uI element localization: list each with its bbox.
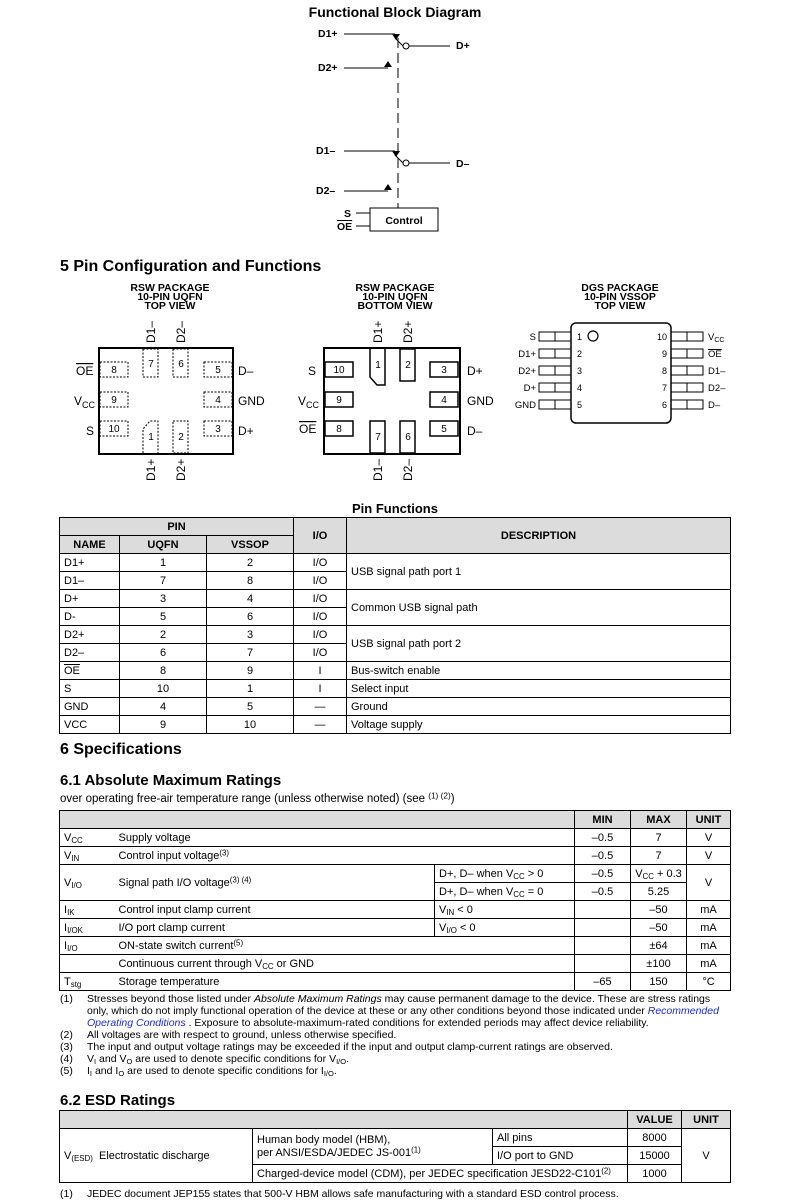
- pkg2-label-d2minus: D2–: [401, 458, 415, 481]
- cell-name: D2–: [60, 644, 120, 662]
- cell-unit: V: [687, 829, 731, 847]
- label-d1plus: D1+: [318, 28, 338, 40]
- cell-max: ±64: [631, 937, 687, 955]
- pkg2-pin-num: 2: [405, 360, 411, 371]
- th-pin: PIN: [60, 518, 294, 536]
- pkg1-pin-num: 6: [178, 359, 184, 370]
- cell-uqfn: 4: [120, 698, 207, 716]
- cell-description: Voltage supply: [347, 716, 731, 734]
- pkg1-body: [99, 348, 233, 454]
- cell-vssop: 6: [207, 608, 294, 626]
- pkg3-pin-num: 4: [577, 383, 583, 393]
- pkg1-label-d2plus: D2+: [174, 458, 188, 481]
- pkg3-label-oe: OE: [708, 349, 722, 360]
- note: (2) All voltages are with respect to ground, unless otherwise specified.: [60, 1029, 397, 1041]
- cell-uqfn: 6: [120, 644, 207, 662]
- table-row: [60, 847, 731, 865]
- pkg3-label: D1–: [708, 366, 726, 377]
- note: (5) $I_I$ and $I_O$ are used to denote specific conditions for $I_{I/O}$.: [60, 1065, 337, 1078]
- th-uqfn: UQFN: [120, 536, 207, 554]
- table-row: [60, 955, 731, 973]
- table-row: [60, 919, 731, 937]
- label-dplus: D+: [456, 40, 470, 52]
- pkg3-pin-num: 5: [577, 400, 583, 410]
- cell-min: –0.5: [575, 883, 631, 901]
- cell-value: 1000: [628, 1165, 682, 1183]
- cell-param: Control input voltage$^{(3)}$: [115, 847, 575, 865]
- pkg1-pin-num: 2: [178, 432, 184, 443]
- pkg2-pin-num: 6: [405, 432, 411, 443]
- table-row: [60, 829, 731, 847]
- abs-max-subtitle-text: over operating free-air temperature range (unless otherwise noted) (see: [60, 793, 429, 805]
- label-d2minus: D2–: [316, 185, 336, 197]
- cell-param: Supply voltage: [115, 829, 575, 847]
- pkg2-label-d1plus: D1+: [371, 320, 385, 343]
- abs-max-heading: 6.1 Absolute Maximum Ratings: [60, 772, 282, 789]
- pkg2-pin-num: 1: [375, 360, 381, 371]
- pkg1-label-d1plus: D1+: [144, 458, 158, 481]
- pkg2-pin-num: 3: [441, 365, 447, 376]
- cell-value: 8000: [628, 1129, 682, 1147]
- cell-vssop: 5: [207, 698, 294, 716]
- switch-contact-d2plus: [384, 61, 392, 67]
- th-description: DESCRIPTION: [347, 518, 731, 554]
- pkg3-label: D2–: [708, 383, 726, 394]
- cell-min: [575, 919, 631, 937]
- pkg2-label-dminus: D–: [467, 424, 483, 438]
- cell-min: –65: [575, 973, 631, 991]
- pkg3-label: D+: [523, 383, 536, 394]
- pkg1-uqfn-top-view: [66, 315, 276, 485]
- cell-uqfn: 5: [120, 608, 207, 626]
- table-row: [60, 680, 731, 698]
- cell-condition: All pins: [493, 1129, 628, 1147]
- cell-param: Control input clamp current: [115, 901, 435, 919]
- cell-io: I: [294, 662, 347, 680]
- cell-condition: I/O port to GND: [493, 1147, 628, 1165]
- pkg1-label-vcc: $V_{CC}$: [74, 394, 96, 410]
- cell-vssop: 1: [207, 680, 294, 698]
- pkg3-right-leads: [671, 332, 703, 409]
- cell-description: Bus-switch enable: [347, 662, 731, 680]
- cell-unit: mA: [687, 937, 731, 955]
- pkg3-label: D1+: [518, 349, 536, 360]
- cell-symbol: $V_{CC}$: [60, 829, 115, 847]
- pkg2-pin-num: 10: [333, 365, 345, 376]
- cell-symbol: $V_{IN}$: [60, 847, 115, 865]
- pkg1-title-line3: TOP VIEW: [144, 300, 196, 312]
- cell-uqfn: 9: [120, 716, 207, 734]
- cell-uqfn: 1: [120, 554, 207, 572]
- cell-io: I: [294, 680, 347, 698]
- esd-heading: 6.2 ESD Ratings: [60, 1092, 176, 1109]
- note: (1) Stresses beyond those listed under Absolute Maximum Ratings may cause permanent damage to the device. These are stress ratings only, which do not imply functional operation of the device at these or any other conditions beyond those indicated under Recommended Operating Conditions . Exposure to absolute-maximum-rated conditions for extended periods may affect device reliability.: [60, 993, 719, 1029]
- esd-table: [59, 1110, 731, 1183]
- cell-condition: D+, D– when $V_{CC} > 0$: [435, 865, 575, 883]
- pkg2-pin-num: 4: [441, 395, 447, 406]
- note: (4) $V_I$ and $V_O$ are used to denote specific conditions for $V_{I/O}$.: [60, 1053, 350, 1066]
- cell-symbol: $V_{I/O}$: [60, 865, 115, 901]
- table-row: [60, 626, 731, 644]
- cell-condition: $V_{IN} < 0$: [435, 901, 575, 919]
- switch-contact-d1minus: [392, 151, 400, 157]
- cell-io: I/O: [294, 572, 347, 590]
- pkg3-pin-num: 2: [577, 349, 583, 359]
- pkg3-pin-num: 7: [661, 383, 667, 393]
- pkg3-label-vcc: $V_{CC}$: [708, 332, 725, 344]
- pkg2-pin-num: 9: [336, 395, 342, 406]
- control-label: Control: [385, 215, 423, 227]
- cell-min: –0.5: [575, 865, 631, 883]
- th-name: NAME: [60, 536, 120, 554]
- cell-io: —: [294, 698, 347, 716]
- cell-param: I/O port clamp current: [115, 919, 435, 937]
- cell-io: I/O: [294, 626, 347, 644]
- pkg3-pin-num: 10: [656, 332, 667, 342]
- switch-node-bottom: [403, 160, 409, 166]
- abs-max-subtitle-refs: (1) (2): [428, 791, 451, 801]
- cell-unit: mA: [687, 955, 731, 973]
- switch-contact-d2minus: [384, 184, 392, 190]
- cell-condition: $V_{I/O} < 0$: [435, 919, 575, 937]
- cell-condition: D+, D– when $V_{CC} = 0$: [435, 883, 575, 901]
- pkg2-body: [324, 348, 460, 454]
- pkg2-pin-num: 5: [441, 424, 447, 435]
- cell-min: [575, 901, 631, 919]
- th-unit: UNIT: [687, 811, 731, 829]
- pkg3-title: [550, 284, 690, 311]
- pkg3-pin-num: 1: [577, 332, 583, 342]
- pkg3-label: D2+: [518, 366, 536, 377]
- pkg1-label-dminus: D–: [238, 364, 254, 378]
- pkg3-title-line3: TOP VIEW: [594, 300, 646, 312]
- th-value: VALUE: [628, 1111, 682, 1129]
- cell-name: VCC: [60, 716, 120, 734]
- cell-value: 15000: [628, 1147, 682, 1165]
- pkg1-pin-num: 8: [111, 365, 117, 376]
- label-d2plus: D2+: [318, 62, 338, 74]
- cell-name: D-: [60, 608, 120, 626]
- pkg1-pin-num: 4: [215, 395, 221, 406]
- cell-symbol: [60, 955, 115, 973]
- th-blank: [60, 811, 575, 829]
- switch-node-top: [403, 43, 409, 49]
- block-diagram-title: Functional Block Diagram: [308, 4, 482, 20]
- label-d1minus: D1–: [316, 145, 336, 157]
- cell-symbol: $T_{stg}$: [60, 973, 115, 991]
- section5-heading: 5 Pin Configuration and Functions: [60, 258, 322, 275]
- pkg3-pin-num: 8: [661, 366, 667, 376]
- cell-uqfn: 3: [120, 590, 207, 608]
- pkg1-label-d1minus: D1–: [144, 320, 158, 343]
- cell-unit: mA: [687, 919, 731, 937]
- th-unit: UNIT: [682, 1111, 731, 1129]
- cell-max: 150: [631, 973, 687, 991]
- cell-io: —: [294, 716, 347, 734]
- note: (1) JEDEC document JEP155 states that 500-V HBM allows safe manufacturing with a standard ESD control process.: [60, 1188, 619, 1200]
- cell-name: S: [60, 680, 120, 698]
- cell-max: –50: [631, 919, 687, 937]
- label-s: S: [344, 208, 352, 220]
- cell-uqfn: 7: [120, 572, 207, 590]
- pkg1-pin-num: 1: [148, 432, 154, 443]
- pkg1-pin-num: 10: [108, 424, 120, 435]
- pkg1-pin-num: 5: [215, 365, 221, 376]
- cell-uqfn: 2: [120, 626, 207, 644]
- cell-io: I/O: [294, 554, 347, 572]
- cell-vssop: 9: [207, 662, 294, 680]
- cell-name: D+: [60, 590, 120, 608]
- pkg2-pin-num: 8: [336, 424, 342, 435]
- cell-unit: mA: [687, 901, 731, 919]
- th-io: I/O: [294, 518, 347, 554]
- table-row: [60, 590, 731, 608]
- pkg3-left-leads: [539, 332, 571, 409]
- cell-name: D2+: [60, 626, 120, 644]
- table-row: [60, 698, 731, 716]
- table-row: [60, 937, 731, 955]
- th-vssop: VSSOP: [207, 536, 294, 554]
- section6-heading: 6 Specifications: [60, 741, 182, 758]
- pkg2-label-oe: OE: [299, 422, 317, 436]
- cell-vssop: 3: [207, 626, 294, 644]
- cell-io: I/O: [294, 644, 347, 662]
- cell-vssop: 2: [207, 554, 294, 572]
- cell-param: ON-state switch current$^{(5)}$: [115, 937, 575, 955]
- pkg2-label-s: S: [308, 364, 317, 378]
- pkg2-label-d2plus: D2+: [401, 320, 415, 343]
- cell-max: 7: [631, 847, 687, 865]
- cell-unit: V: [687, 847, 731, 865]
- pkg3-label: D–: [708, 400, 721, 411]
- pkg2-label-vcc: $V_{CC}$: [298, 394, 320, 410]
- pkg3-pin-num: 6: [661, 400, 667, 410]
- pkg3-title-line1: DGS PACKAGE: [581, 282, 659, 294]
- pkg3-title-line2: 10-PIN VSSOP: [584, 291, 656, 303]
- cell-vssop: 7: [207, 644, 294, 662]
- cell-unit: V: [682, 1129, 731, 1183]
- pkg3-pin-num: 9: [661, 349, 667, 359]
- cell-name: D1–: [60, 572, 120, 590]
- cell-max: 7: [631, 829, 687, 847]
- pkg1-label-s: S: [86, 424, 95, 438]
- pkg3-label: GND: [514, 400, 536, 411]
- pkg2-title-line3: BOTTOM VIEW: [357, 300, 433, 312]
- pkg3-vssop-top-view: [505, 315, 745, 425]
- table-row: [60, 865, 731, 883]
- cell-max: 5.25: [631, 883, 687, 901]
- cell-unit: V: [687, 865, 731, 901]
- pkg1-label-dplus: D+: [238, 424, 254, 438]
- table-row: [60, 554, 731, 572]
- pkg1-title-line2: 10-PIN UQFN: [137, 291, 203, 303]
- cell-esd-param: $V_{(ESD)}$ Electrostatic discharge: [60, 1129, 253, 1183]
- note: (3) The input and output voltage ratings may be exceeded if the input and output clamp-current ratings are observed.: [60, 1041, 613, 1053]
- label-dminus: D–: [456, 158, 470, 170]
- cell-max: $V_{CC} + 0.3$: [631, 865, 687, 883]
- cell-vssop: 4: [207, 590, 294, 608]
- th-blank: [60, 1111, 628, 1129]
- cell-io: I/O: [294, 590, 347, 608]
- cell-description: USB signal path port 2: [347, 626, 731, 662]
- cell-param: Signal path I/O voltage$^{(3) (4)}$: [115, 865, 435, 901]
- cell-vssop: 8: [207, 572, 294, 590]
- pkg1-title-line1: RSW PACKAGE: [130, 282, 210, 294]
- pkg1-label-gnd: GND: [238, 394, 265, 408]
- cell-name: $\overline{OE}$: [60, 662, 120, 680]
- pkg2-uqfn-bottom-view: [290, 315, 510, 485]
- pkg2-title-line1: RSW PACKAGE: [355, 282, 435, 294]
- cell-name: D1+: [60, 554, 120, 572]
- table-row: [60, 716, 731, 734]
- pin-functions-title: Pin Functions: [352, 501, 438, 516]
- pkg2-pin-num: 7: [375, 432, 381, 443]
- cell-min: –0.5: [575, 847, 631, 865]
- cell-min: [575, 955, 631, 973]
- cell-param: Storage temperature: [115, 973, 575, 991]
- cell-name: GND: [60, 698, 120, 716]
- cell-vssop: 10: [207, 716, 294, 734]
- pkg3-pin-num: 3: [577, 366, 583, 376]
- recommended-operating-conditions-link[interactable]: Recommended Operating Conditions: [87, 1005, 719, 1029]
- table-row: [60, 973, 731, 991]
- cell-unit: °C: [687, 973, 731, 991]
- pkg1-label-oe: OE: [76, 364, 94, 378]
- cell-description: Common USB signal path: [347, 590, 731, 626]
- table-row: [60, 1129, 731, 1147]
- cell-max: –50: [631, 901, 687, 919]
- cell-io: I/O: [294, 608, 347, 626]
- pkg1-label-d2minus: D2–: [174, 320, 188, 343]
- cell-symbol: $I_{I/OK}$: [60, 919, 115, 937]
- pkg2-title-line2: 10-PIN UQFN: [362, 291, 428, 303]
- cell-uqfn: 10: [120, 680, 207, 698]
- pkg2-label-gnd: GND: [467, 394, 494, 408]
- cell-min: [575, 937, 631, 955]
- pkg1-pin-num: 3: [215, 424, 221, 435]
- esd-notes: [60, 1188, 732, 1200]
- cell-symbol: $I_{IK}$: [60, 901, 115, 919]
- functional-block-diagram: [300, 20, 500, 240]
- cell-param: Continuous current through $V_{CC}$ or GND: [115, 955, 575, 973]
- cell-description: Ground: [347, 698, 731, 716]
- pin-functions-table: [59, 517, 731, 734]
- abs-max-table: [59, 810, 731, 991]
- th-max: MAX: [631, 811, 687, 829]
- abs-max-notes: [60, 993, 732, 1077]
- label-oe: OE: [337, 221, 353, 233]
- cell-min: –0.5: [575, 829, 631, 847]
- pkg3-label: S: [529, 332, 536, 343]
- pkg1-pin-num: 9: [111, 395, 117, 406]
- pkg2-label-dplus: D+: [467, 364, 483, 378]
- pkg1-pin-num: 7: [148, 359, 154, 370]
- pkg2-title: [325, 284, 465, 311]
- pkg2-label-d1minus: D1–: [371, 458, 385, 481]
- cell-cdm: Charged-device model (CDM), per JEDEC specification JESD22-C101$^{(2)}$: [253, 1165, 628, 1183]
- pkg3-pin1-marker: [588, 331, 598, 341]
- switch-contact-d1plus: [392, 34, 400, 40]
- abs-max-subtitle: over operating free-air temperature range (unless otherwise noted) (see $^{(1) (2)}$): [60, 791, 455, 805]
- th-min: MIN: [575, 811, 631, 829]
- table-row: [60, 901, 731, 919]
- cell-hbm: Human body model (HBM), per ANSI/ESDA/JEDEC JS-001$^{(1)}$: [253, 1129, 493, 1165]
- cell-description: USB signal path port 1: [347, 554, 731, 590]
- cell-max: ±100: [631, 955, 687, 973]
- cell-symbol: $I_{I/O}$: [60, 937, 115, 955]
- cell-uqfn: 8: [120, 662, 207, 680]
- table-row: [60, 662, 731, 680]
- pkg1-title: [100, 284, 240, 311]
- cell-description: Select input: [347, 680, 731, 698]
